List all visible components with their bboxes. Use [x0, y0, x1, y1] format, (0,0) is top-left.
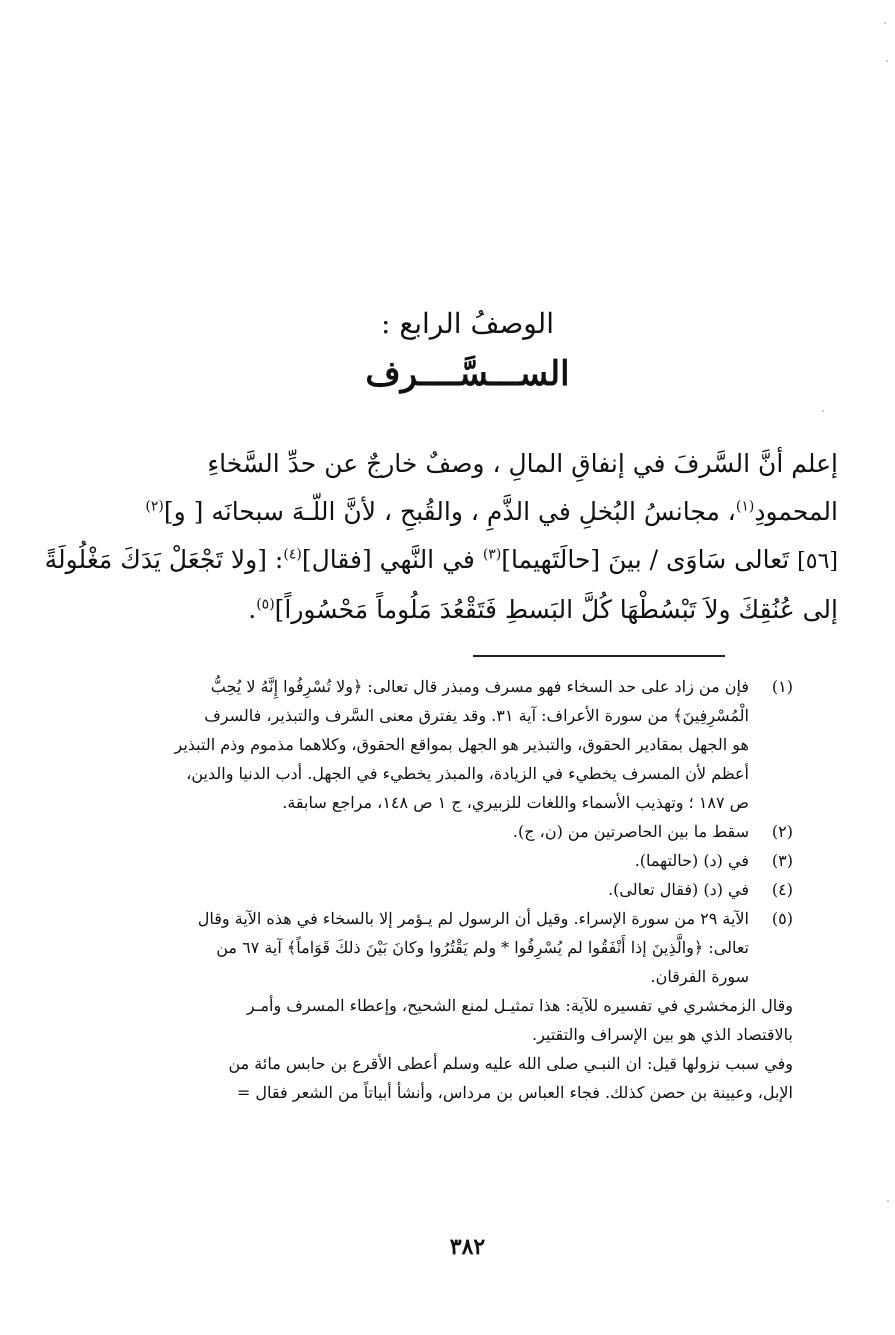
body-line-2 [58, 488, 838, 536]
footnote-3 [58, 846, 793, 875]
body-text-segment: في النَّهي [فقال] [301, 545, 475, 574]
main-paragraph [44, 440, 838, 634]
footnote-line: بالاقتصاد الذي هو بين الإسراف والتقتير. [531, 1025, 793, 1044]
footnote-marker: (٥) [256, 596, 275, 613]
footnotes-section [58, 672, 793, 1107]
body-line-1 [58, 440, 838, 488]
footnote-line: وقال الزمخشري في تفسيره للآية: هذا تمثيـل لمنع الشحيح، وإعطاء المسرف وأمـر [246, 996, 793, 1015]
footnote-line: هو الجهل بمقادير الحقوق، والتبذير هو الجهل بمواقع الحقوق، وكلاهما مذموم وذم التبذير [174, 735, 749, 754]
footnote-separator [473, 655, 725, 657]
footnote-number: (٣) [771, 851, 793, 870]
footnote-marker: (٣) [482, 546, 502, 563]
footnote-number: (٥) [771, 909, 793, 928]
body-text-segment: ، مجانسُ البُخلِ في الذَّمِ ، والقُبحِ ، لأنَّ اللّـهَ سبحانَه [ و] [163, 497, 736, 526]
scan-speck [884, 22, 886, 24]
footnote-line: الإبل، وعيينة بن حصن كذلك. فجاء العباس بن مرداس، وأنشأ أبياتاً من الشعر فقال = [236, 1083, 793, 1102]
body-line-3 [44, 536, 838, 586]
footnote-line: الْمُسْرِفِينَ﴾ من سورة الأعراف: آية ٣١. وقد يفترق معنى السَّرف والتبذير، فالسرف [204, 706, 749, 725]
footnote-number: (٤) [771, 880, 793, 899]
footnote-line: الآية ٢٩ من سورة الإسراء. وقيل أن الرسول لم يـؤمر إلا بالسخاء في هذه الآية وقال [197, 909, 749, 928]
footnote-line: سقط ما بين الحاصرتين من (ن، ج). [512, 822, 749, 841]
body-text-segment: المحمودِ [754, 497, 838, 526]
manuscript-page-reference: [٥٦] [797, 549, 838, 574]
footnote-number: (٢) [771, 822, 793, 841]
chapter-title: الســـسَّــــرف [365, 354, 570, 394]
body-text-segment: إلى عُنُقِكَ ولاَ تَبْسُطْهَا كُلَّ البَسطِ فَتَقْعُدَ مَلُوماً مَحْسُوراً] [274, 595, 838, 624]
body-text-segment: . [248, 595, 257, 624]
footnote-1 [58, 672, 793, 817]
scan-speck [887, 1200, 889, 1202]
footnote-5 [58, 904, 793, 991]
footnote-line: سورة الفرقان. [650, 967, 749, 986]
body-text-segment: إعلم أنَّ السَّرفَ في إنفاقِ المالِ ، وصفٌ خارجٌ عن حدِّ السَّخاءِ [207, 449, 838, 478]
chapter-label: الوصفُ الرابع : [380, 307, 554, 340]
body-text-segment: : [ولا تَجْعَلْ يَدَكَ مَغْلُولَةً [44, 545, 284, 574]
body-line-4 [58, 586, 838, 634]
footnote-marker: (٢) [145, 498, 164, 515]
footnote-5-continuation [58, 991, 793, 1107]
footnote-number: (١) [771, 677, 793, 696]
page-number-text: ٣٨٢ [449, 1234, 486, 1260]
footnote-4 [58, 875, 793, 904]
chapter-heading [0, 300, 895, 400]
footnote-marker: (٤) [283, 546, 302, 563]
scan-speck [886, 60, 888, 62]
footnote-line: في (د) (فقال تعالى). [608, 880, 749, 899]
body-text-segment: تَعالى سَاوَى / بينَ [حالَتَهيما] [501, 545, 790, 574]
footnote-line: ص ١٨٧ ؛ وتهذيب الأسماء واللغات للزبيري، ج ١ ص ١٤٨، مراجع سابقة. [282, 793, 749, 812]
footnote-line: فإن من زاد على حد السخاء فهو مسرف ومبذر قال تعالى: ﴿ولا تُسْرِفُوا إِنَّهُ لا يُحِبُّ [210, 677, 749, 696]
footnote-line: وفي سبب نزولها قيل: ان النبـي صلى الله عليه وسلم أعطى الأقرع بن حابس مائة من [228, 1054, 793, 1073]
footnote-2 [58, 817, 793, 846]
footnote-line: في (د) (حالتهما). [634, 851, 749, 870]
page-number [0, 1234, 895, 1260]
footnote-marker: (١) [735, 498, 755, 515]
footnote-line: تعالى: ﴿والَّذِينَ إذا أَنْفَقُوا لم يُسْرِفُوا * ولم يَقْتُرُوا وكانَ بَيْنَ ذلكَ قَوَاماً﴾ آية ٦٧ من [216, 938, 749, 957]
footnote-line: أعظم لأن المسرف يخطيء في الزيادة، والمبذر يخطيء في الجهل. أدب الدنيا والدين، [186, 764, 749, 783]
scan-speck [822, 410, 824, 412]
